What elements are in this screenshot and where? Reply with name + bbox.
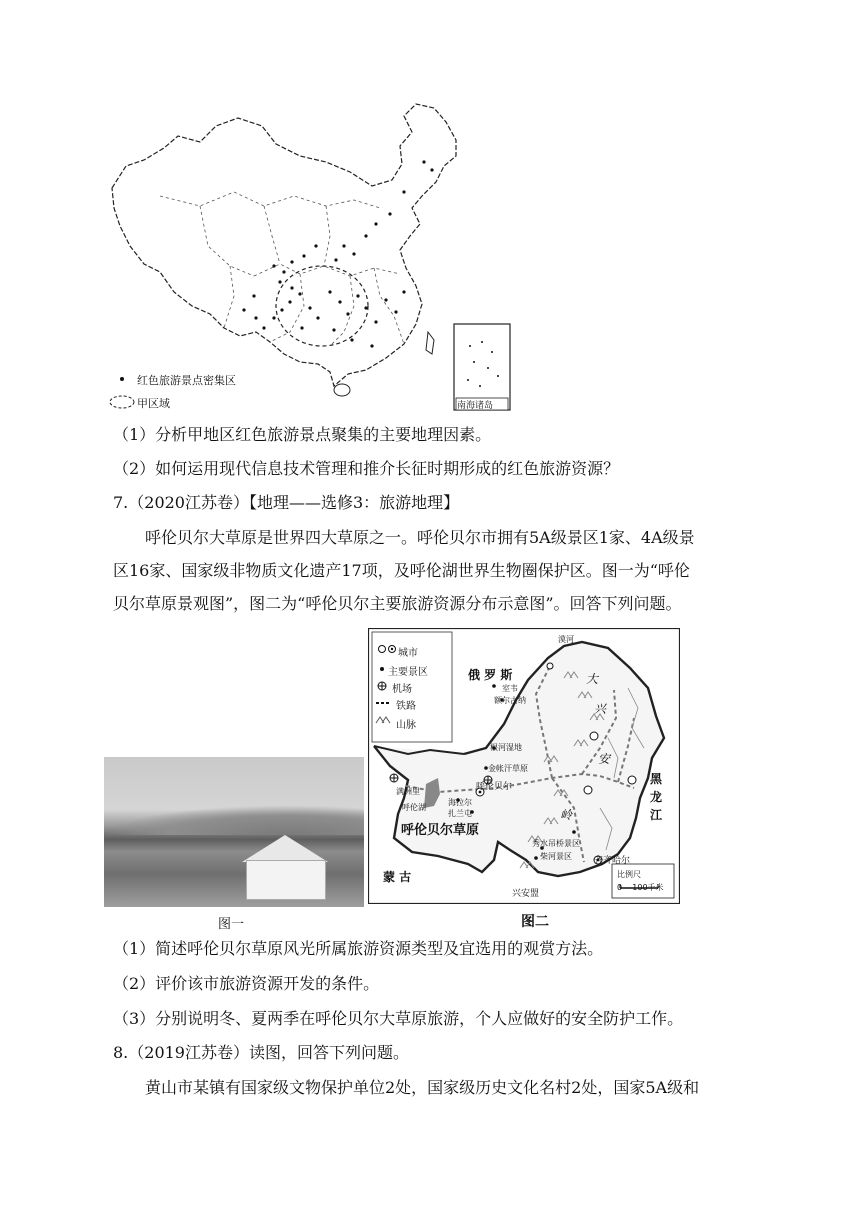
place-zhalantun: 扎兰屯 [448,809,472,818]
label-range-1: 大 [586,672,599,686]
red-tourism-dots [242,160,433,347]
place-erguna: 额尔古纳 [494,696,526,705]
place-chaihe: 柴河景区 [540,852,572,861]
inset-label: 南海诸岛 [457,401,494,411]
label-range-3: 安 [598,752,611,766]
place-hulunhu: 呼伦湖 [402,803,426,812]
q7-sub1: （1）简述呼伦贝尔草原风光所属旅游资源类型及宜选用的观赏方法。 [113,939,604,958]
q8-header: 8.（2019江苏卷）读图，回答下列问题。 [113,1043,409,1062]
scale-value: 0 100千米 [617,883,664,892]
china-red-tourism-map [104,96,524,414]
place-mohe: 漠河 [558,635,574,644]
label-heilongjiang-2: 龙 [650,790,663,804]
legend-scenic: 主要景区 [388,667,428,678]
place-hailaer: 海拉尔 [448,798,472,807]
q8-para-line-1: 黄山市某镇有国家级文物保护单位2处，国家级历史文化名村2处，国家5A级和 [145,1078,700,1097]
place-jinzhang: 金帐汗草原 [488,764,528,773]
label-range-4: 岭 [560,808,573,822]
place-hulunbuir: 呼伦贝尔 [476,782,513,792]
legend-mountain: 山脉 [396,720,416,731]
label-heilongjiang-3: 江 [650,808,663,822]
legend-region-label: 甲区域 [137,397,170,410]
legend-airport: 机场 [392,684,412,695]
q7-para-line-2: 区16家、国家级非物质文化遗产17项，及呼伦湖世界生物圈保护区。图一为“呼伦 [113,561,690,580]
q7-header: 7.（2020江苏卷）【地理——选修3：旅游地理】 [113,493,460,512]
fig1-caption: 图一 [218,917,245,932]
place-xinganmeng: 兴安盟 [512,889,540,899]
place-qiqihar: 齐齐哈尔 [594,856,631,866]
place-shiwei: 室韦 [502,684,518,693]
label-grassland: 呼伦贝尔草原 [401,823,480,838]
legend-city: 城市 [398,648,418,659]
place-xiushui: 秀水吊桥景区 [532,839,580,848]
label-russia: 俄 罗 斯 [468,668,513,682]
label-mongolia: 蒙 古 [383,870,412,884]
scale-title: 比例尺 [617,870,641,879]
legend-railway: 铁路 [396,701,416,712]
legend-dots-label: 红色旅游景点密集区 [137,374,236,387]
q6-sub1: （1）分析甲地区红色旅游景点聚集的主要地理因素。 [113,425,492,444]
q6-sub2: （2）如何运用现代信息技术管理和推介长征时期形成的红色旅游资源？ [113,459,620,478]
q7-para-line-1: 呼伦贝尔大草原是世界四大草原之一。呼伦贝尔市拥有5A级景区1家、4A级景 [145,528,695,547]
place-manzhouli: 满洲里 [396,787,420,796]
label-heilongjiang-1: 黑 [650,772,663,786]
label-range-2: 兴 [594,702,607,716]
q7-sub2: （2）评价该市旅游资源开发的条件。 [113,974,380,993]
grassland-photo [104,757,364,907]
china-outline [112,104,456,386]
fig2-caption: 图二 [521,914,549,930]
q7-para-line-3: 贝尔草原景观图”，图二为“呼伦贝尔主要旅游资源分布示意图”。回答下列问题。 [113,594,682,613]
q7-sub3: （3）分别说明冬、夏两季在呼伦贝尔大草原旅游，个人应做好的安全防护工作。 [113,1009,684,1028]
place-genhe: 根河湿地 [490,743,522,752]
